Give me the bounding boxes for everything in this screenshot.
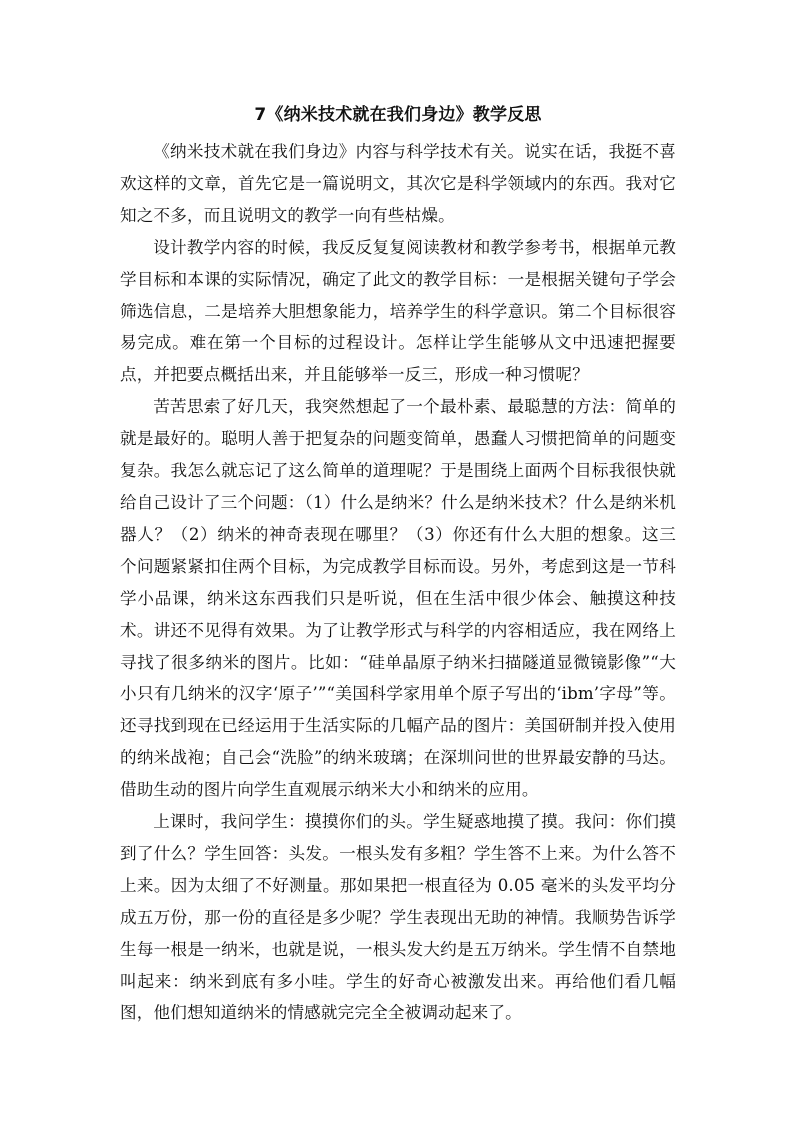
paragraph-question-design: 苦苦思索了好几天，我突然想起了一个最朴素、最聪慧的方法：简单的就是最好的。聪明人善于把复杂的问题变简单，愚蠢人习惯把简单的问题变复杂。我怎么就忘记了这么简单的道理呢？于是围绕上面两个目标我很快就给自己设计了三个问题：（1）什么是纳米？什么是纳米技术？什么是纳米机器人？（2）纳米的神奇表现在哪里？（3）你还有什么大胆的想象。这三个问题紧紧扣住两个目标，为完成教学目标而设。另外，考虑到这是一节科学小品课，纳米这东西我们只是听说，但在生活中很少体会、触摸这种技术。讲还不见得有效果。为了让教学形式与科学的内容相适应，我在网络上寻找了很多纳米的图片。比如：“硅单晶原子纳米扫描隧道显微镜影像”“大小只有几纳米的汉字‘原子’”“美国科学家用单个原子写出的‘ibm’字母”等。还寻找到现在已经运用于生活实际的几幅产品的图片：美国研制并投入使用的纳米战袍；自己会“洗脸”的纳米玻璃；在深圳问世的世界最安静的马达。借助生动的图片向学生直观展示纳米大小和纳米的应用。 — [120, 397, 676, 800]
document-page — [120, 100, 676, 1029]
paragraph-classroom: 上课时，我问学生：摸摸你们的头。学生疑惑地摸了摸。我问：你们摸到了什么？学生回答：头发。一根头发有多粗？学生答不上来。为什么答不上来。因为太细了不好测量。那如果把一根直径为 0.05 毫米的头发平均分成五万份，那一份的直径是多少呢？学生表现出无助的神情。我顺势告诉学生每一根是一纳米，也就是说，一根头发大约是五万纳米。学生情不自禁地叫起来：纳米到底有多小哇。学生的好奇心被激发出来。再给他们看几幅图，他们想知道纳米的情感就完完全全被调动起来了。 — [120, 812, 676, 1023]
document-title: 7《纳米技术就在我们身边》教学反思 — [254, 105, 542, 125]
paragraph-teaching-goals: 设计教学内容的时候，我反反复复阅读教材和教学参考书，根据单元教学目标和本课的实际情况，确定了此文的教学目标：一是根据关键句子学会筛选信息，二是培养大胆想象能力，培养学生的科学意识。第二个目标很容易完成。难在第一个目标的过程设计。怎样让学生能够从文中迅速把握要点，并把要点概括出来，并且能够举一反三，形成一种习惯呢？ — [120, 237, 676, 385]
paragraph-intro: 《纳米技术就在我们身边》内容与科学技术有关。说实在话，我挺不喜欢这样的文章，首先它是一篇说明文，其次它是科学领域内的东西。我对它知之不多，而且说明文的教学一向有些枯燥。 — [120, 142, 676, 225]
